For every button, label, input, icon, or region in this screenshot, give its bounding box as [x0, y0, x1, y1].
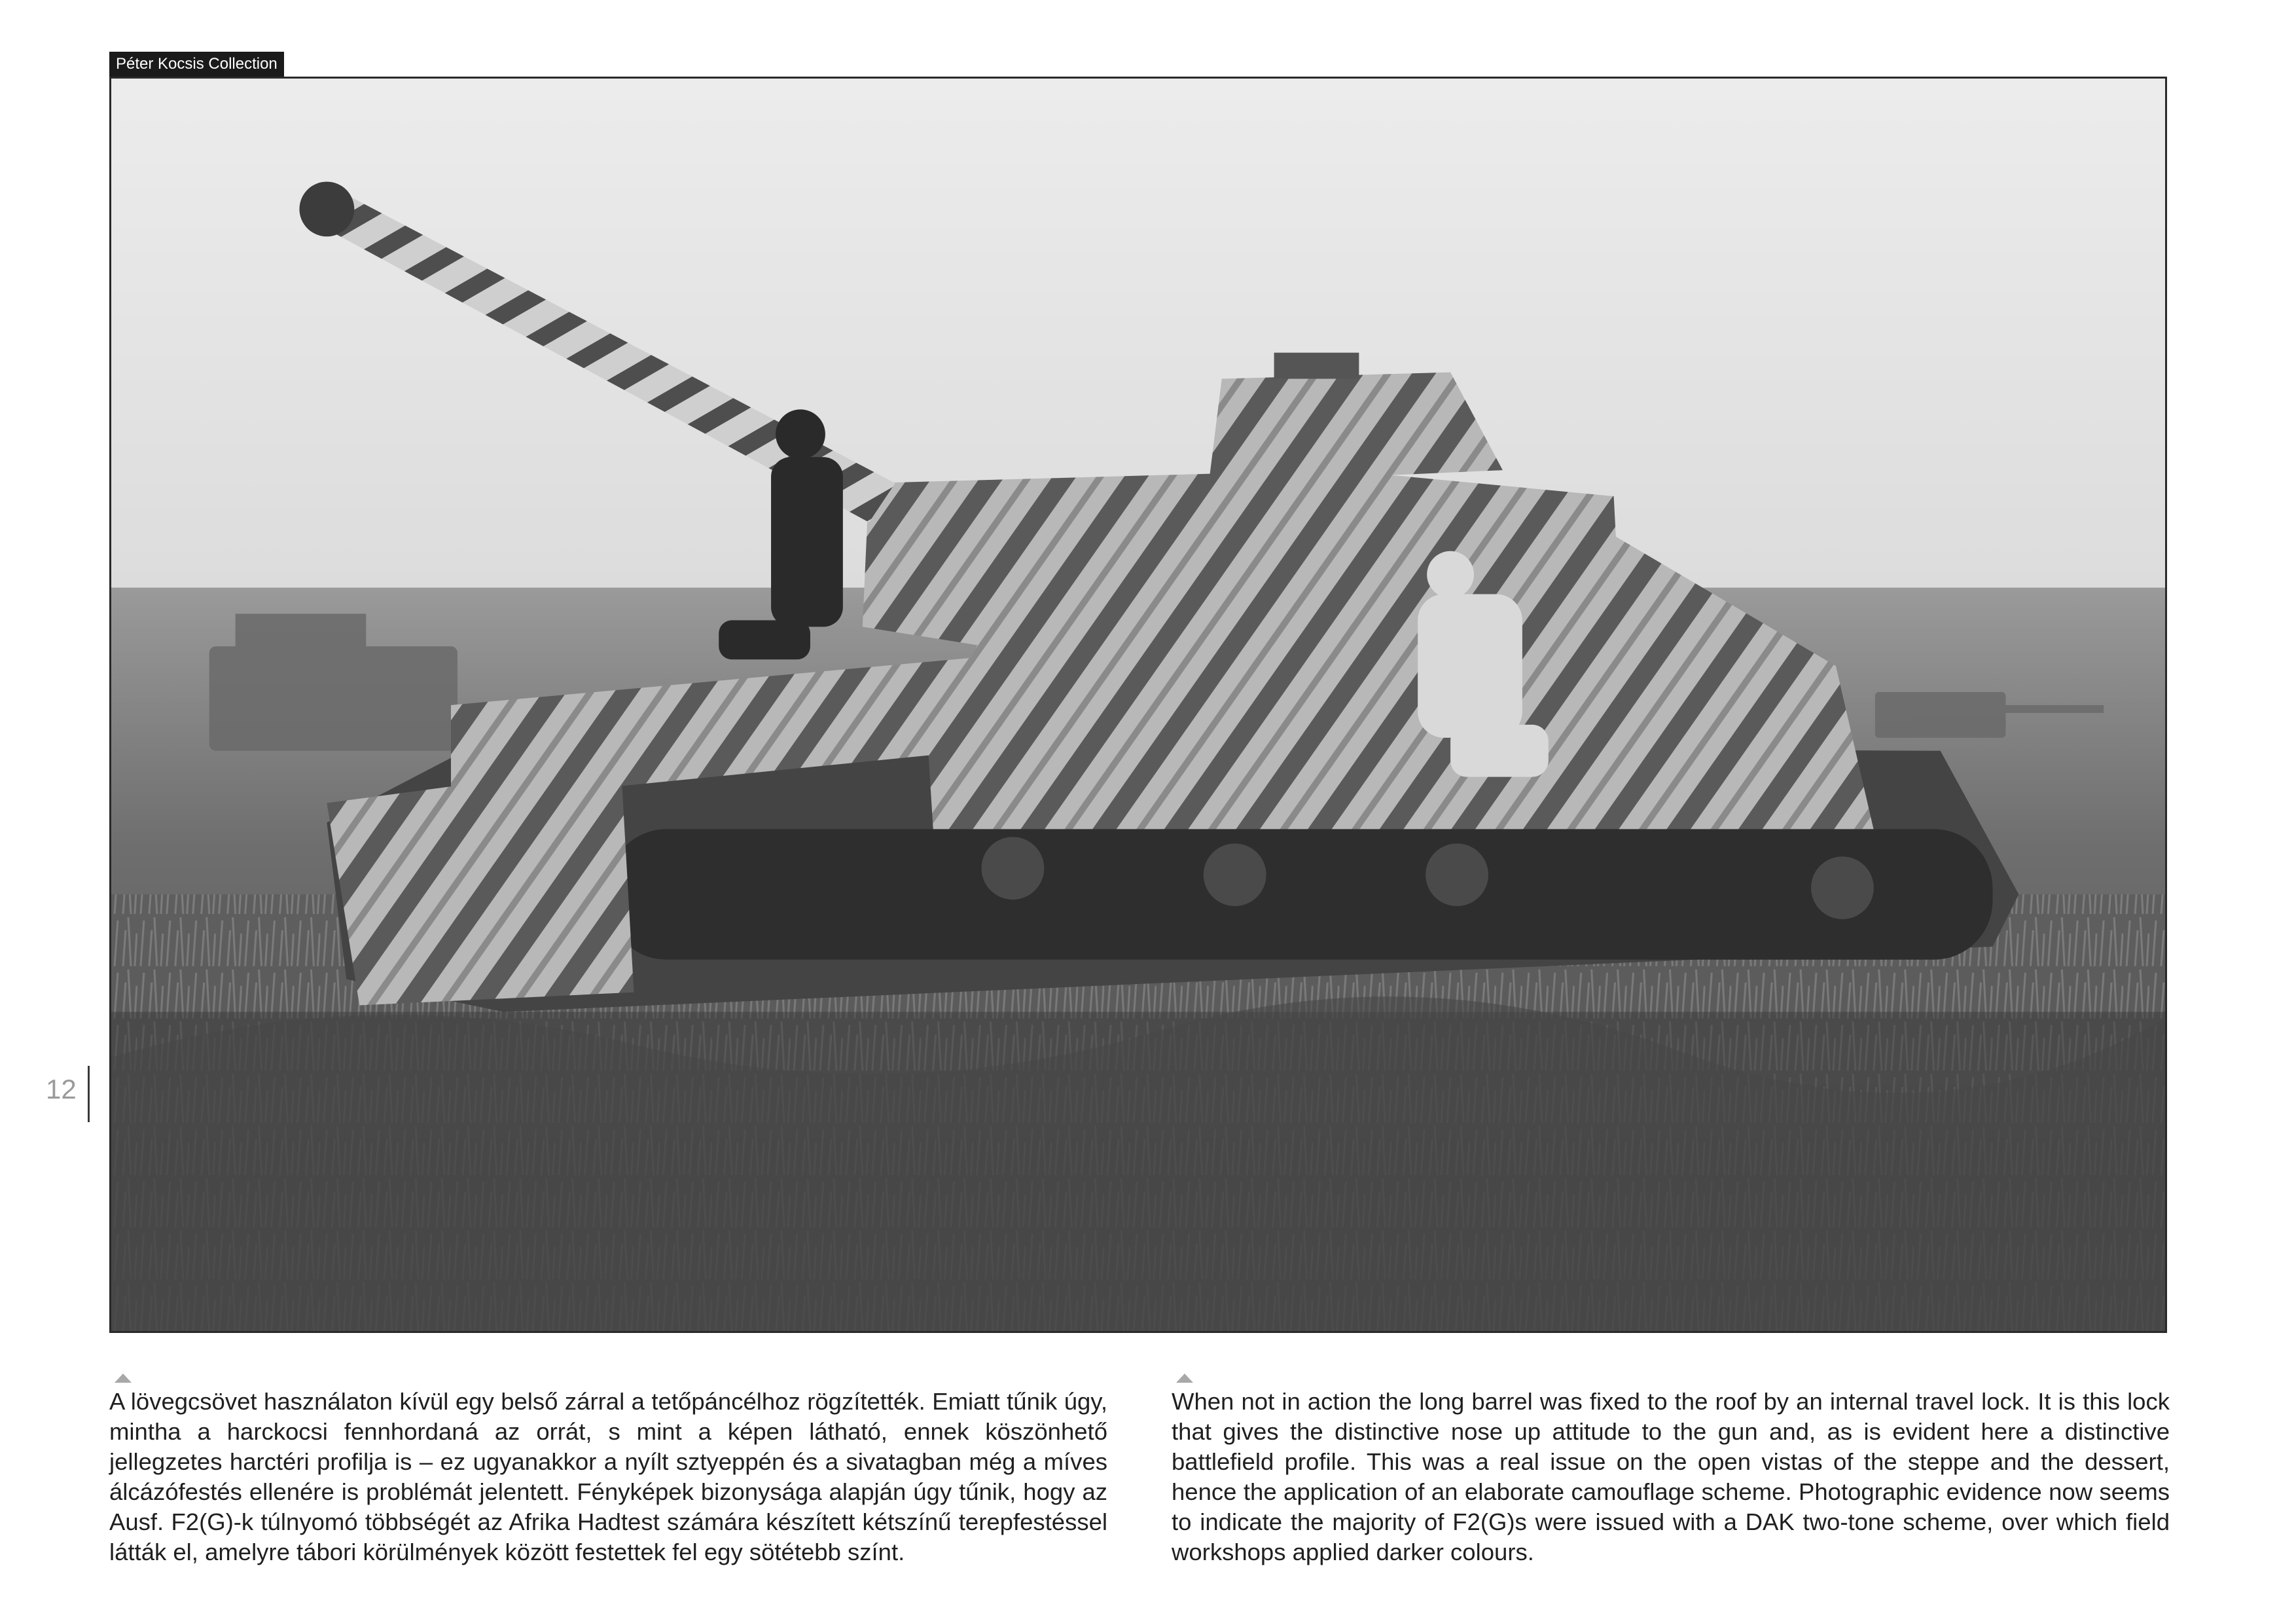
- caption-arrow-icon: [1176, 1374, 1193, 1383]
- tank-photo-illustration: [111, 79, 2165, 1331]
- photo-credit: Péter Kocsis Collection: [109, 52, 284, 77]
- page-number: 12: [46, 1074, 77, 1104]
- page-number-divider: [88, 1066, 90, 1122]
- caption-hungarian: A lövegcsövet használaton kívül egy belső zárral a tetőpáncélhoz rögzítették. Emiatt tűnik úgy, mintha a harckocsi fennhordaná az orrát, s mint a képen látható, ennek köszönhető jellegzetes harctéri profilja is – ez ugyanakkor a nyílt sztyeppén és a sivatagban még a míves álcázófestés ellenére is problémát jelentett. Fényképek bizonysága alapján úgy tűnik, hogy az Ausf. F2(G)-k túlnyomó többségét az Afrika Hadtest számára készített kétszínű terepfestéssel látták el, amelyre tábori körülmények között festettek fel egy sötétebb színt.: [109, 1388, 1107, 1565]
- tank-photograph: [109, 77, 2167, 1333]
- caption-english: When not in action the long barrel was fixed to the roof by an internal travel lock. It is this lock that gives the distinctive nose up attitude to the gun and, as is evident here a distinctive battlefield profile. This was a real issue on the open vistas of the steppe and the dessert, hence the application of an elaborate camouflage scheme. Photographic evidence now seems to indicate the majority of F2(G)s were issued with a DAK two-tone scheme, over which field workshops applied darker colours.: [1172, 1388, 2170, 1565]
- caption-arrow-icon: [115, 1374, 132, 1383]
